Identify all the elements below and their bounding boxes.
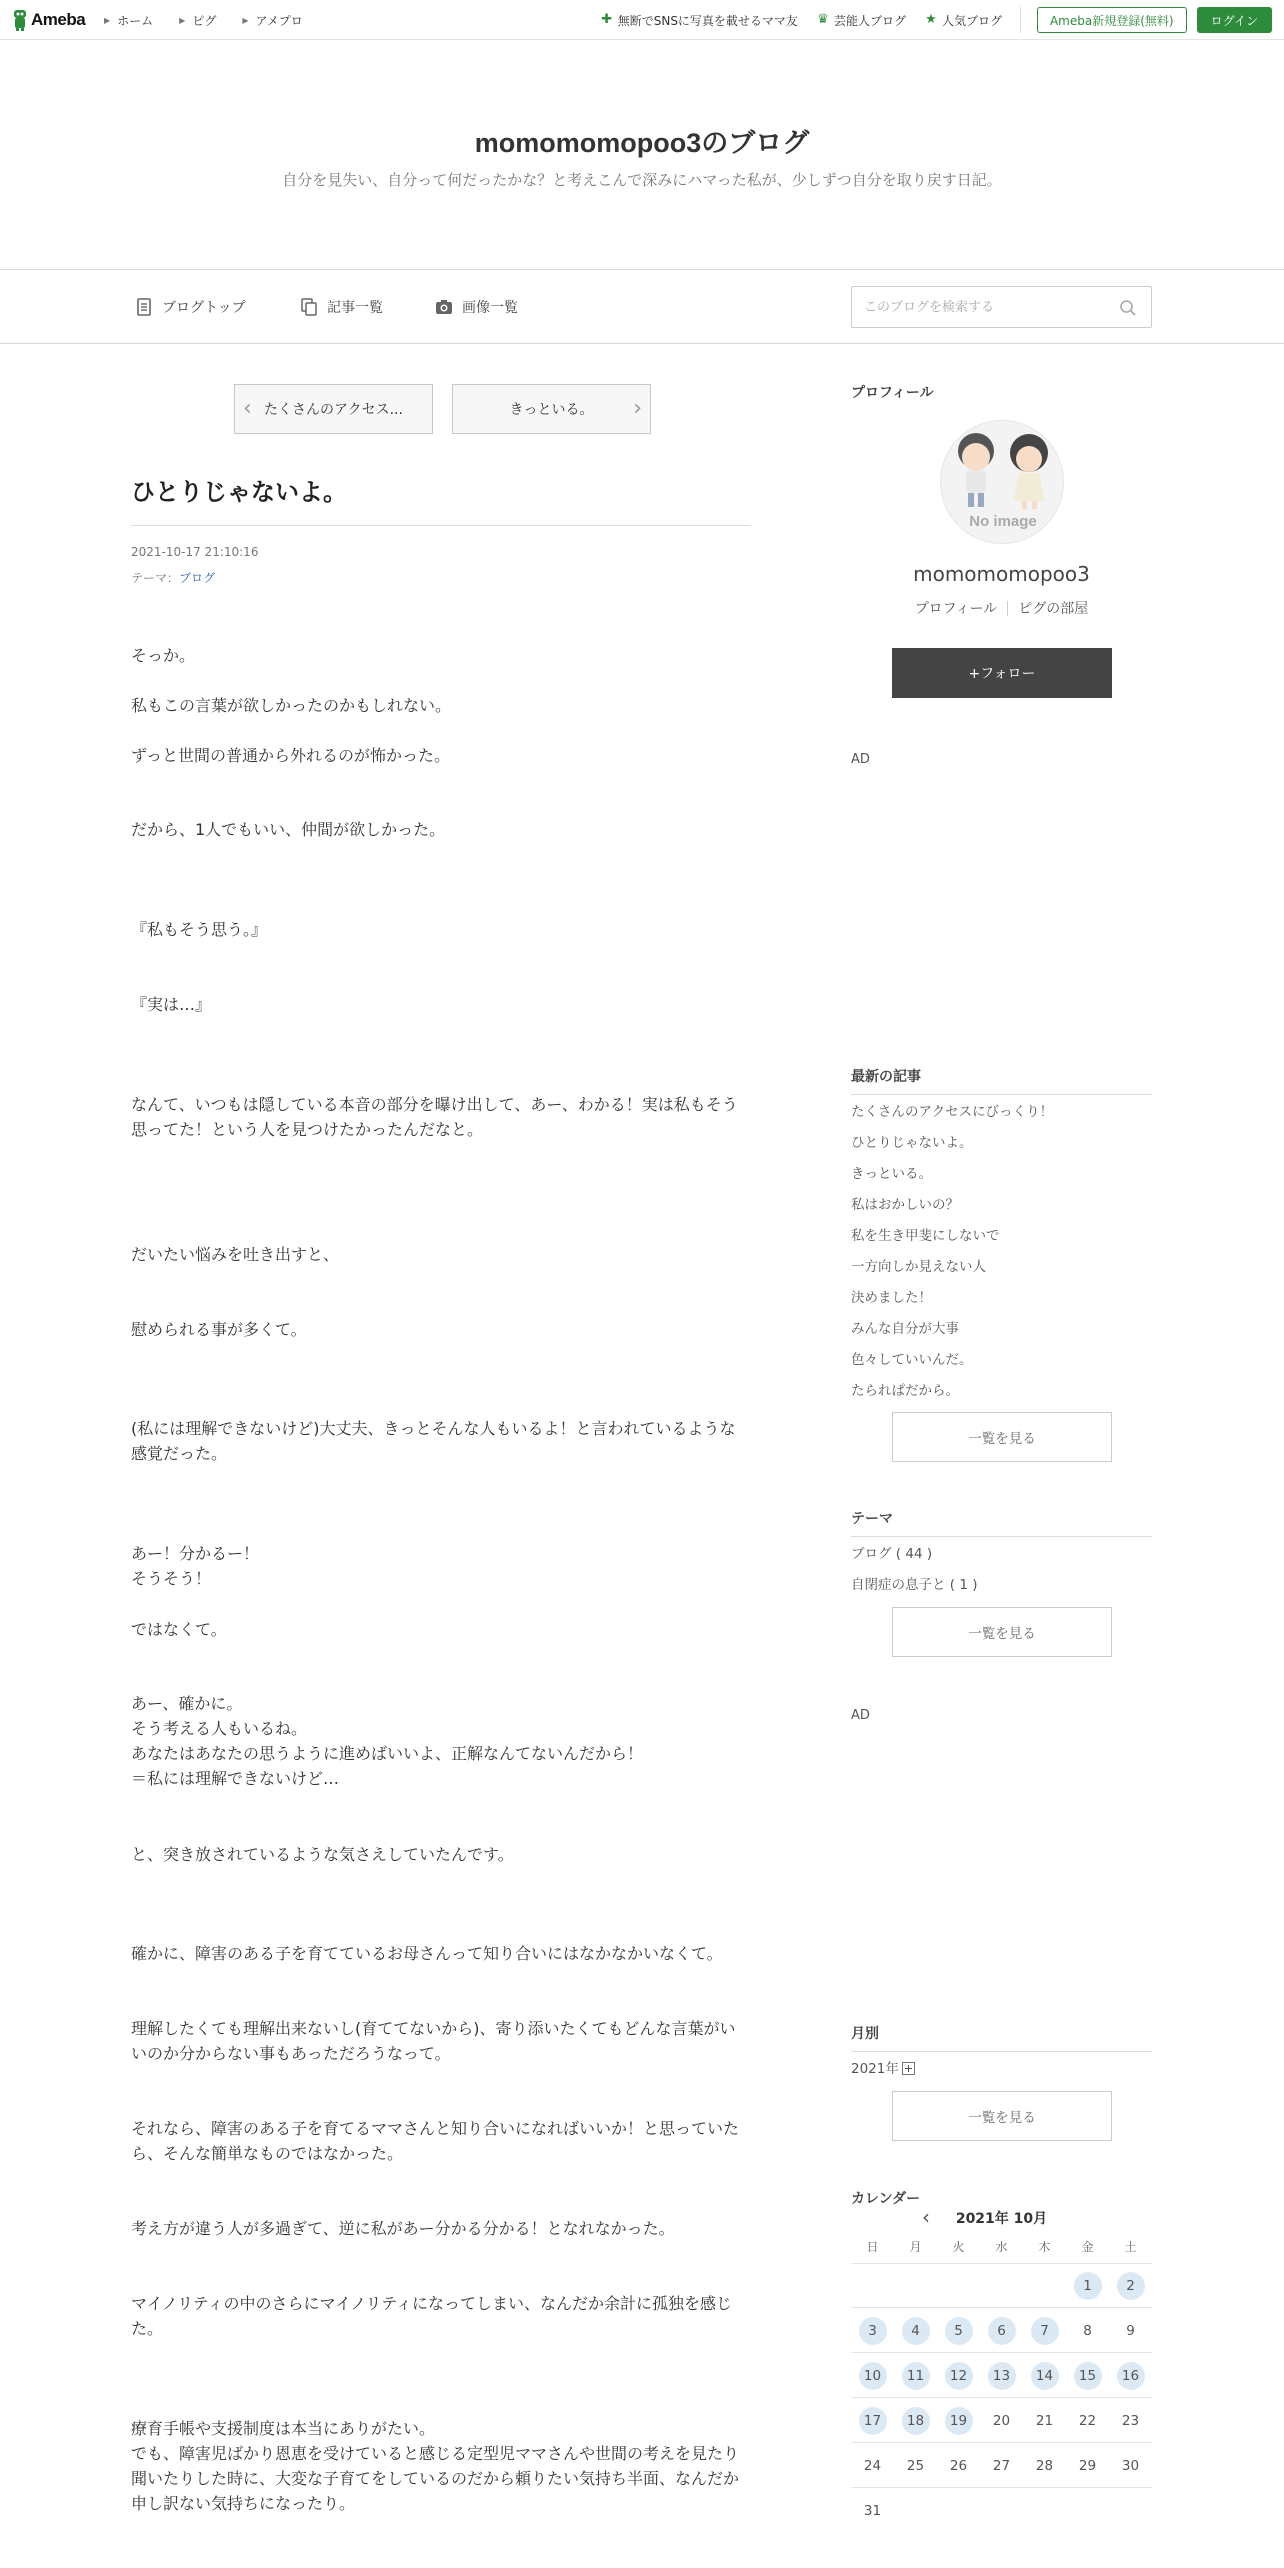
- calendar-day: 29: [1078, 2457, 1097, 2474]
- calendar-day[interactable]: [980, 2354, 1023, 2397]
- calendar-day-link[interactable]: 5: [945, 2317, 973, 2345]
- calendar-day: [1023, 2489, 1066, 2533]
- calendar-day-link[interactable]: 3: [859, 2317, 887, 2345]
- entry-theme-label: テーマ：: [131, 571, 180, 585]
- paragraph: そっか。: [131, 646, 196, 665]
- global-nav-pigg[interactable]: [179, 12, 216, 29]
- nav-image-list-label: 画像一覧: [462, 300, 518, 316]
- popular-blog-link[interactable]: [924, 12, 1002, 29]
- calendar-day: 31: [863, 2503, 882, 2519]
- calendar-heading: カレンダー: [851, 2191, 921, 2207]
- calendar-week-row: [851, 2399, 1152, 2443]
- global-nav: [104, 0, 329, 40]
- recent-entry-link[interactable]: 決めました！: [851, 1290, 932, 1306]
- recent-entries-heading: 最新の記事: [851, 1066, 1152, 1095]
- calendar-day-link[interactable]: 10: [859, 2362, 887, 2390]
- calendar-day: 28: [1035, 2457, 1054, 2474]
- calendar-weekday: 水: [995, 2240, 1008, 2254]
- entry-title: ひとりじゃないよ。: [131, 472, 751, 526]
- recent-entry-link[interactable]: ひとりじゃないよ。: [851, 1135, 973, 1151]
- calendar-day: 24: [863, 2457, 882, 2474]
- recent-entry-link[interactable]: みんな自分が大事: [851, 1321, 959, 1337]
- calendar-day: [937, 2489, 980, 2533]
- global-nav-label: ピグ: [192, 13, 217, 28]
- global-nav-amepro[interactable]: [242, 12, 302, 29]
- recent-entry-link[interactable]: きっといる。: [851, 1166, 932, 1182]
- popular-blog-label: 人気ブログ: [941, 13, 1002, 28]
- calendar-day: 22: [1078, 2412, 1097, 2429]
- calendar-day: 23: [1121, 2412, 1140, 2429]
- monthly-year-label: 2021年: [851, 2061, 899, 2077]
- calendar-day: [1023, 2264, 1066, 2307]
- calendar-weekday: 土: [1124, 2240, 1137, 2254]
- chevron-right-icon: ›: [633, 396, 642, 421]
- prev-entry-button[interactable]: [234, 384, 433, 434]
- calendar-day[interactable]: [1066, 2264, 1109, 2307]
- ameba-logo-icon: [12, 8, 28, 32]
- profile-heading: プロフィール: [851, 385, 934, 401]
- calendar-day[interactable]: [894, 2354, 937, 2397]
- paragraph: あー！分かるー！ そうそう！: [131, 1544, 260, 1588]
- calendar-day[interactable]: [1109, 2264, 1152, 2307]
- calendar-day[interactable]: [937, 2399, 980, 2442]
- calendar-day-link[interactable]: 18: [902, 2407, 930, 2435]
- entry-date: 2021-10-17 21:10:16: [131, 545, 259, 559]
- calendar-week-row: [851, 2354, 1152, 2398]
- calendar-day-link[interactable]: 15: [1074, 2362, 1102, 2390]
- calendar-day: [1066, 2489, 1109, 2533]
- recent-entry-link[interactable]: 私を生き甲斐にしないで: [851, 1228, 1000, 1244]
- pig-room-link[interactable]: ピグの部屋: [1018, 601, 1089, 617]
- blog-title[interactable]: momomomopoo3のブログ: [474, 128, 810, 158]
- global-nav-label: アメプロ: [255, 13, 303, 28]
- calendar-day: [894, 2489, 937, 2533]
- header-right: [582, 0, 1272, 40]
- nav-entry-list-label: 記事一覧: [327, 300, 383, 316]
- entry-theme-link[interactable]: ブログ: [179, 571, 216, 585]
- calendar-day: [980, 2264, 1023, 2307]
- calendar-day: 9: [1126, 2322, 1135, 2339]
- calendar-day: [980, 2489, 1023, 2533]
- chevron-right-icon: ▶: [104, 15, 111, 25]
- calendar-day-link[interactable]: 11: [902, 2362, 930, 2390]
- ad-label: AD: [851, 752, 870, 767]
- paragraph: だから、1人でもいい、仲間が欲しかった。: [131, 820, 446, 839]
- profile-links: [851, 598, 1152, 618]
- calendar-weekday: 木: [1038, 2240, 1051, 2254]
- calendar-week-row: [851, 2489, 1152, 2533]
- global-nav-home[interactable]: [104, 12, 153, 29]
- theme-heading: テーマ: [851, 1508, 1152, 1537]
- document-icon: [135, 298, 153, 316]
- calendar-week-row: [851, 2264, 1152, 2308]
- theme-link[interactable]: ブログ ( 44 ): [851, 1546, 933, 1562]
- calendar-day[interactable]: [894, 2399, 937, 2442]
- paragraph: 考え方が違う人が多過ぎて、逆に私があー分かる分かる！となれなかった。: [131, 2219, 675, 2238]
- calendar-day[interactable]: [980, 2309, 1023, 2352]
- calendar-weekday: 火: [952, 2240, 965, 2254]
- celebrity-blog-link[interactable]: [816, 12, 906, 29]
- profile-link[interactable]: プロフィール: [914, 601, 998, 617]
- calendar-weekday: 月: [909, 2240, 922, 2254]
- ameba-logo[interactable]: [12, 6, 85, 34]
- calendar-weekday-row: [851, 2230, 1152, 2264]
- global-nav-label: ホーム: [117, 13, 154, 28]
- blog-description: 自分を見失い、自分って何だったかな？と考えこんで深みにハマった私が、少しずつ自分を取り戻す日記。: [282, 171, 1002, 189]
- calendar-day: [1109, 2489, 1152, 2533]
- calendar-day[interactable]: [1109, 2354, 1152, 2397]
- next-entry-button[interactable]: [452, 384, 651, 434]
- search-input[interactable]: [864, 300, 1114, 315]
- recent-entry-link[interactable]: 色々していいんだ。: [851, 1352, 973, 1368]
- follow-button[interactable]: +フォロー: [892, 648, 1112, 698]
- paragraph: あー、確かに。 そう考える人もいるね。 あなたはあなたの思うように進めばいいよ、正解なんてないんだから！ ＝私には理解できないけど…: [131, 1694, 644, 1788]
- calendar-day-link[interactable]: 13: [988, 2362, 1016, 2390]
- avatar[interactable]: [940, 420, 1064, 544]
- star-icon: ★: [925, 12, 937, 27]
- calendar-day-link[interactable]: 6: [988, 2317, 1016, 2345]
- paragraph: ずっと世間の普通から外れるのが怖かった。: [131, 746, 451, 765]
- no-image-caption: No image: [969, 513, 1037, 530]
- calendar-day[interactable]: [851, 2399, 894, 2442]
- paragraph: マイノリティの中のさらにマイノリティになってしまい、なんだか余計に孤独を感じた。: [131, 2294, 732, 2338]
- calendar-day: 8: [1083, 2322, 1092, 2339]
- paragraph: 『私もそう思う。』: [131, 920, 268, 939]
- recent-entry-link[interactable]: たくさんのアクセスにびっくり！: [851, 1104, 1054, 1120]
- paragraph: なんて、いつもは隠している本音の部分を曝け出して、あー、わかる！実は私もそう思ってた！という人を見つけたかったんだなと。: [131, 1095, 738, 1139]
- recent-entry-link[interactable]: 私はおかしいの？: [851, 1197, 959, 1213]
- recent-entry-link[interactable]: たられぱだから。: [851, 1383, 959, 1399]
- calendar-day: 27: [992, 2457, 1011, 2474]
- calendar-week-row: [851, 2444, 1152, 2488]
- calendar-day-link[interactable]: 19: [945, 2407, 973, 2435]
- paragraph: だいたい悩みを吐き出すと、: [131, 1245, 340, 1264]
- paragraph: (私には理解できないけど)大丈夫、きっとそんな人もいるよ！と言われているような感覚だった。: [131, 1419, 736, 1463]
- blog-search: [851, 286, 1152, 328]
- calendar-day[interactable]: [851, 2354, 894, 2397]
- camera-icon: [435, 298, 453, 316]
- blog-nav: [0, 272, 1284, 344]
- copy-icon: [300, 298, 318, 316]
- calendar-day: 30: [1121, 2457, 1140, 2474]
- crown-icon: ♛: [817, 12, 829, 27]
- entry-theme: [131, 569, 215, 586]
- calendar-day-link[interactable]: 1: [1074, 2272, 1102, 2300]
- chevron-right-icon: ▶: [242, 15, 249, 25]
- prev-entry-label: たくさんのアクセス...: [264, 402, 403, 418]
- calendar-day[interactable]: [894, 2309, 937, 2352]
- paragraph: 療育手帳や支援制度は本当にありがたい。 でも、障害児ばかり恩恵を受けていると感じる定型児ママさんや世間の考えを見たり聞いたりした時に、大変な子育てをしているのだから頼りたい気持ち半面、なんだか申し訳ない気持ちになったり。: [131, 2419, 740, 2513]
- calendar-day: 20: [992, 2412, 1011, 2429]
- calendar-day-link[interactable]: 2: [1117, 2272, 1145, 2300]
- logo-text: Ameba: [31, 10, 86, 29]
- search-icon[interactable]: [1119, 299, 1137, 317]
- theme-more-button[interactable]: 一覧を見る: [892, 1607, 1112, 1657]
- calendar-weekday: 日: [866, 2240, 879, 2254]
- calendar-day-link[interactable]: 12: [945, 2362, 973, 2390]
- recent-more-button[interactable]: 一覧を見る: [892, 1412, 1112, 1462]
- paragraph: 慰められる事が多くて。: [131, 1320, 307, 1339]
- calendar-day[interactable]: [1023, 2354, 1066, 2397]
- paragraph: ではなくて。: [131, 1620, 227, 1639]
- trending-link-1[interactable]: [600, 12, 798, 29]
- profile-name[interactable]: momomomopoo3: [913, 562, 1090, 586]
- register-button[interactable]: Ameba新規登録(無料): [1037, 7, 1187, 33]
- calendar-week-row: [851, 2309, 1152, 2353]
- calendar-day-link[interactable]: 7: [1031, 2317, 1059, 2345]
- monthly-more-button[interactable]: 一覧を見る: [892, 2091, 1112, 2141]
- global-header: [0, 0, 1284, 40]
- calendar-day: [851, 2264, 894, 2307]
- calendar-day[interactable]: [1023, 2309, 1066, 2352]
- calendar-day[interactable]: [937, 2309, 980, 2352]
- nav-blog-top[interactable]: [135, 272, 246, 342]
- calendar-day: 26: [949, 2457, 968, 2474]
- calendar-day: [937, 2264, 980, 2307]
- login-button[interactable]: ログイン: [1197, 7, 1272, 33]
- ad-label: AD: [851, 1708, 870, 1723]
- nav-image-list[interactable]: [435, 272, 518, 342]
- calendar-day: [894, 2264, 937, 2307]
- trending-link-label: 無断でSNSに写真を載せるママ友: [617, 13, 798, 28]
- paragraph: 確かに、障害のある子を育てているお母さんって知り合いにはなかなかいなくて。: [131, 1944, 723, 1963]
- calendar-day[interactable]: [1066, 2354, 1109, 2397]
- paragraph: と、突き放されているような気さえしていたんです。: [131, 1845, 514, 1864]
- paragraph: 私もこの言葉が欲しかったのかもしれない。: [131, 696, 452, 715]
- recent-entry-link[interactable]: 一方向しか見えない人: [851, 1259, 986, 1275]
- nav-blog-top-label: ブログトップ: [162, 300, 246, 316]
- calendar-day[interactable]: [851, 2309, 894, 2352]
- paragraph: 『実は…』: [131, 995, 212, 1014]
- calendar-day: 25: [906, 2457, 925, 2474]
- expand-plus-icon: [902, 2062, 915, 2075]
- chevron-right-icon: ▶: [179, 15, 186, 25]
- monthly-year-toggle[interactable]: [851, 2057, 915, 2077]
- celebrity-blog-label: 芸能人ブログ: [833, 13, 906, 28]
- calendar-day-link[interactable]: 17: [859, 2407, 887, 2435]
- next-entry-label: きっといる。: [509, 402, 594, 418]
- paragraph: それなら、障害のある子を育てるママさんと知り合いになればいいか！と思っていたら、そんな簡単なものではなかった。: [131, 2119, 740, 2163]
- plus-green-icon: ✚: [601, 12, 613, 27]
- calendar-day[interactable]: [937, 2354, 980, 2397]
- nav-entry-list[interactable]: [300, 272, 383, 342]
- calendar-month: 2021年 10月: [955, 2211, 1048, 2227]
- calendar-day-link[interactable]: 4: [902, 2317, 930, 2345]
- chevron-left-icon: ‹: [243, 396, 252, 421]
- divider: [1007, 601, 1008, 616]
- paragraph: 理解したくても理解出来ないし(育ててないから)、寄り添いたくてもどんな言葉がいいのか分からない事もあっただろうなって。: [131, 2019, 736, 2063]
- calendar-day-link[interactable]: 16: [1117, 2362, 1145, 2390]
- blog-header: [0, 41, 1284, 270]
- calendar-prev-icon[interactable]: ‹: [922, 2205, 930, 2229]
- theme-link[interactable]: 自閉症の息子と ( 1 ): [851, 1577, 978, 1593]
- calendar-day-link[interactable]: 14: [1031, 2362, 1059, 2390]
- calendar-day: 21: [1035, 2412, 1054, 2429]
- calendar-weekday: 金: [1081, 2240, 1094, 2254]
- divider: [1020, 7, 1021, 33]
- monthly-heading: 月別: [851, 2023, 1152, 2052]
